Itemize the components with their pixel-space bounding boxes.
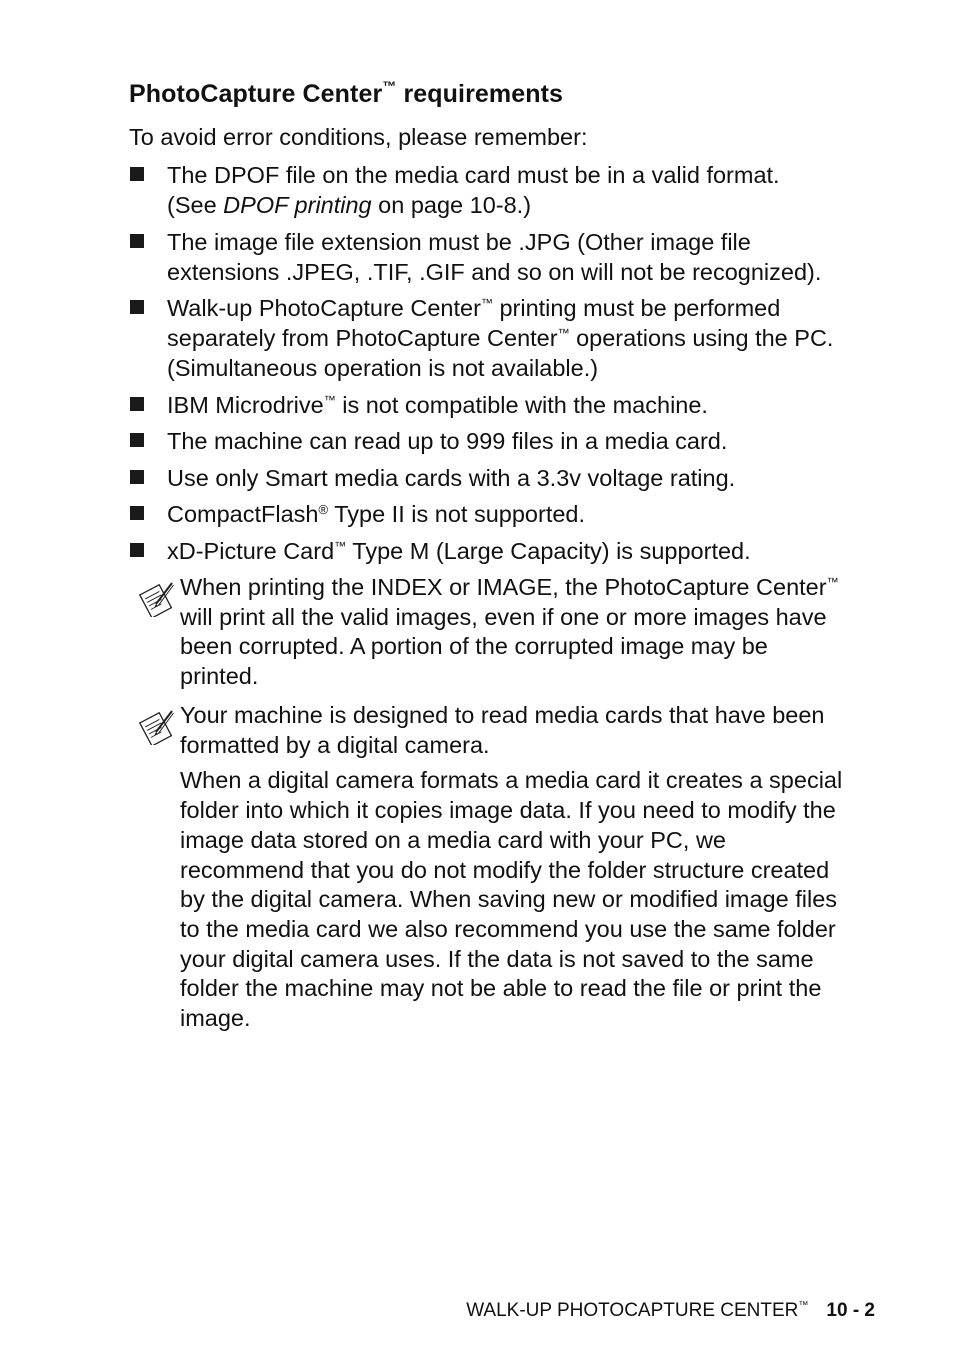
list-item: The machine can read up to 999 files in a media card.	[129, 426, 889, 456]
square-bullet-icon	[130, 234, 144, 248]
list-item: The DPOF file on the media card must be in a valid format. (See DPOF printing on page 10-8.)	[129, 160, 889, 220]
list-item: The image file extension must be .JPG (Other image file extensions .JPEG, .TIF, .GIF and so on will not be recognized).	[129, 227, 889, 287]
note-index-image	[137, 573, 877, 692]
square-bullet-icon	[130, 433, 144, 447]
list-item: Use only Smart media cards with a 3.3v voltage rating.	[129, 463, 889, 493]
square-bullet-icon	[130, 543, 144, 557]
chapter-title: WALK-UP PHOTOCAPTURE CENTER	[466, 1300, 799, 1321]
note-text	[180, 701, 877, 1034]
page-title: PhotoCapture Center™ requirements	[129, 78, 564, 108]
list-item: IBM Microdrive™ is not compatible with the machine.	[129, 390, 889, 420]
requirements-list	[129, 160, 889, 572]
square-bullet-icon	[130, 397, 144, 411]
list-item: xD-Picture Card™ Type M (Large Capacity) is supported.	[129, 536, 889, 566]
intro-text: To avoid error conditions, please remember:	[129, 124, 588, 150]
note-paragraph: Your machine is designed to read media cards that have been formatted by a digital camera.	[180, 702, 825, 758]
square-bullet-icon	[130, 300, 144, 314]
note-paragraph: When a digital camera formats a media card it creates a special folder into which it copies image data. If you need to modify the image data stored on a media card with your PC, we recommend that you do not modify the folder structure created by the digital camera. When saving new or modified image files to the media card we also recommend you use the same folder your digital camera uses. If the data is not saved to the same folder the machine may not be able to read the file or print the image.	[180, 767, 843, 1032]
note-media-format	[137, 701, 877, 1034]
list-item: Walk-up PhotoCapture Center™ printing must be performed separately from PhotoCapture Center™ operations using the PC. (Simultaneous operation is not available.)	[129, 293, 889, 383]
page-footer: WALK-UP PHOTOCAPTURE CENTER™ 10 - 2	[466, 1300, 875, 1321]
page-number: 10 - 2	[826, 1300, 875, 1321]
note-text: When printing the INDEX or IMAGE, the PhotoCapture Center™ will print all the valid images, even if one or more images have been corrupted. A portion of the corrupted image may be printed.	[180, 574, 839, 690]
note-pencil-icon	[137, 707, 175, 745]
square-bullet-icon	[130, 167, 144, 181]
square-bullet-icon	[130, 506, 144, 520]
note-pencil-icon	[137, 579, 175, 617]
list-item: CompactFlash® Type II is not supported.	[129, 499, 889, 529]
square-bullet-icon	[130, 470, 144, 484]
